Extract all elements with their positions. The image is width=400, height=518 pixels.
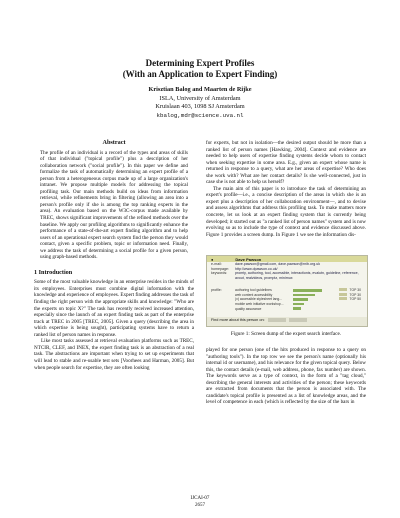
- section-heading-introduction: 1 Introduction: [34, 268, 73, 276]
- profile-rank-badge: [339, 297, 361, 302]
- figure-row-key: keywords:: [211, 271, 228, 276]
- figure-footer-button[interactable]: [289, 318, 307, 322]
- address: Kruislaan 403, 1098 SJ Amsterdam: [155, 103, 245, 111]
- page-number: 2657: [195, 502, 205, 508]
- right-column-bottom: [206, 347, 366, 406]
- right-column-top: [206, 140, 366, 238]
- profile-area-bar: [293, 307, 301, 310]
- profile-area-label: (x) accessible stylesheet lang...: [235, 297, 283, 302]
- abstract-heading: Abstract: [102, 139, 126, 146]
- abstract-body: [34, 150, 194, 261]
- rank-text: TOP 30: [349, 288, 361, 292]
- left-column: [34, 140, 194, 371]
- profile-area-label: web content accessibility: [235, 292, 273, 297]
- title-line-2: (With an Application to Expert Finding): [122, 69, 278, 79]
- figure-row-key: homepage:: [211, 266, 229, 271]
- figure-footer: [207, 317, 367, 326]
- author-names: Krisztian Balog and Maarten de Rijke: [148, 86, 252, 93]
- right-paragraph-3: played for one person (one of the hits produced in response to a query on "authoring tools"). In the top row we see the person's name (optionally his internal id or username), and his relevance for the given topical query. Below this, the contact details (e-mail, web address, phone, fax number) are shown. The keywords serve as a type of context, in the form of a "tag cloud," describing the general interests and activities of the person; these keywords are extracted from documents that the person is associated with. The candidate's topical profile is presented as a list of knowledge areas, and the level of competence in each (which is reflected by the size of the bars in: [206, 347, 366, 406]
- right-paragraph-1: for experts, but not in isolation—the desired output should be more than a ranked list of person names [Hawking, 2004]. Context and evidence are needed to help users of expertise finding systems decide whom to contact when seeking expertise in some area. E.g., given an expert whose name is returned in response to a query, what are her areas of expertise? Who does she work with? What are her contact details? Is she well-connected, just in case she is not able to help us herself?: [206, 140, 366, 186]
- figure-person-name: Dave Pawson: [235, 256, 262, 262]
- profile-area-bar: [293, 298, 308, 301]
- right-paragraph-2: The main aim of this paper is to introduce the task of determining an expert's profile—i.e., a concise description of the areas in which she is an expert plus a description of her collaboration environment—, and to devise and assess algorithms that address this profiling task. To make matters more concrete, let us look at an expert finding system that is currently being developed; it started out as "a ranked list of person names" system and is now evolving so as to include the type of context and evidence discussed above. Figure 1 provides a screen dump. In Figure 1 we see the information dis-: [206, 185, 366, 238]
- figure-footer-button[interactable]: [268, 318, 286, 322]
- profile-side-list: [339, 288, 361, 302]
- abstract-text: The profile of an individual is a record of the types and areas of skills of that individual ("topical profile") plus a description of her collaboration network ("social profile"). In this paper we define and formalize the task of automatically determining an expert profile of a person from a heterogeneous corpus made up of a large organization's intranet. We propose multiple models for addressing the topical profiling task. Our main methods build on ideas from information retrieval, while refinements bring in filtering (allowing an area into a person's profile only if she is among the top ranking experts in the area). An evaluation based on the W3C-corpus made available by TREC, shows significant improvements of the refined methods over the baseline. We apply our profiling algorithms to significantly enhance the performance of a state-of-the-art expert finding algorithm and to help users of an operational expert search system find the person they would contact, given a specific problem, topic or information need. Finally, we address the task of determining a social profile for a given person, using graph-based methods.: [40, 149, 188, 261]
- person-icon: ●: [211, 256, 214, 262]
- rank-chip: [339, 288, 347, 291]
- figure-row-value: http://www.dpawson.co.uk/: [235, 266, 278, 271]
- page-footer: [0, 496, 400, 509]
- intro-paragraph-1: Some of the most valuable knowledge in an enterprise resides in the minds of its employees. Enterprises must combine digital information with the knowledge and experience of employees. Expert finding addresses the task of finding the right person with the appropriate skills and knowledge: "Who are the experts on topic X?" The task has recently received increased attention, especially since the launch of an expert finding task as part of the enterprise track at TREC in 2005 [TREC, 2005]. Given a query (describing the area in which expertise is being sought), participating systems have to return a ranked list of person names in response.: [34, 279, 194, 338]
- profile-area-bar: [293, 303, 304, 306]
- figure-row-key: e-mail:: [211, 262, 222, 266]
- rank-chip: [339, 297, 347, 300]
- title-line-1: Determining Expert Profiles: [145, 58, 255, 68]
- affiliation: ISLA, University of Amsterdam: [159, 94, 241, 102]
- author-block: [0, 86, 400, 120]
- figure-row-key: profile:: [211, 288, 222, 292]
- profile-area-bar: [293, 294, 315, 297]
- paper-title: [0, 58, 400, 80]
- rank-chip: [339, 293, 347, 296]
- rank-text: TOP 50: [349, 297, 361, 302]
- figure-screen-dump: [206, 255, 368, 327]
- rank-text: TOP 30: [349, 292, 361, 297]
- intro-paragraph-2: Like most tasks assessed at retrieval evaluation platforms such as TREC, NTCIR, CLEF, and INEX, the expert finding task is an abstraction of a real task. The abstractions are important when trying to set up experiments that will lead to stable and re-usable test sets [Voorhees and Harman, 2005]. But when people search for expertise, they are often looking: [34, 338, 194, 371]
- author-email: kbalog,mdr@science.uva.nl: [156, 111, 244, 119]
- profile-area-row[interactable]: [235, 306, 325, 311]
- profile-area-bar: [293, 289, 322, 292]
- figure-row-keywords: [207, 271, 367, 280]
- profile-area-label: authoring tool guidelines: [235, 288, 272, 293]
- figure-row-value: dave.pawson@gmail.com, dave.pawson@rnib.org.uk: [235, 262, 321, 266]
- figure-row-value: promty, authoring, tool, accessible, interactionis, evalutn, guideline, reference, avout, realvideos, promptz, minimux: [235, 271, 359, 280]
- profile-area-label: mobile web initiative workshop...: [235, 302, 284, 307]
- figure-caption: Figure 1: Screen dump of the expert search interface.: [230, 331, 342, 337]
- figure-footer-text: Find more about this person on:: [211, 318, 265, 322]
- venue-label: IJCAI-07: [190, 496, 210, 501]
- profile-areas-list: [235, 288, 325, 311]
- profile-area-label: quality assurance: [235, 306, 262, 311]
